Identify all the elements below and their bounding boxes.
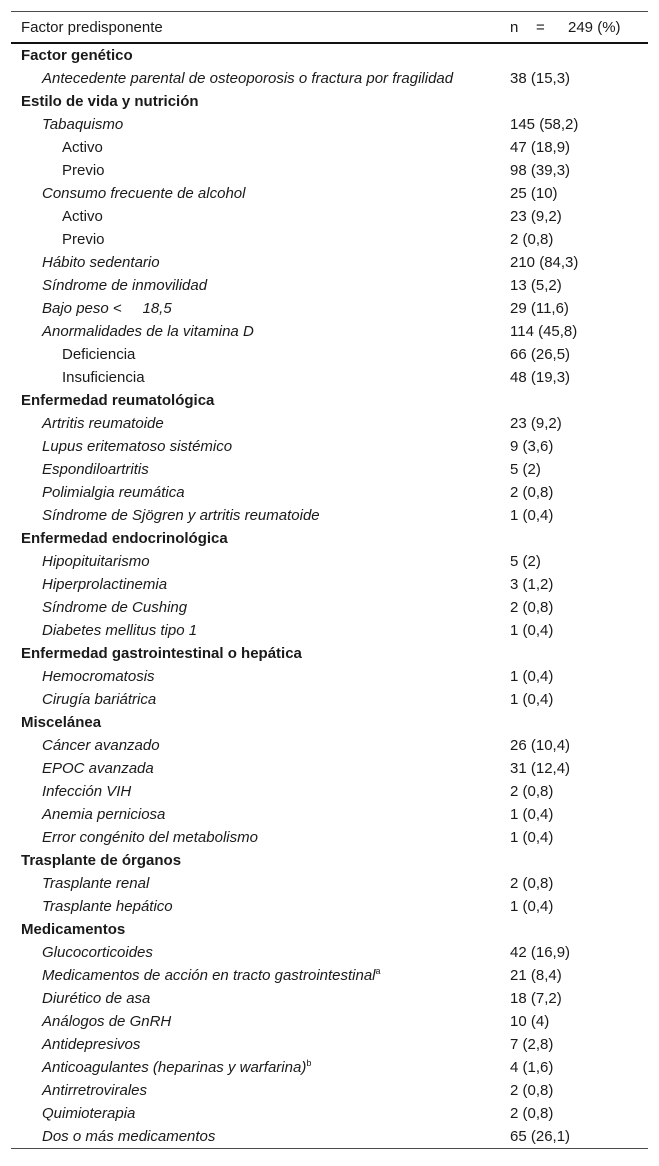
factor-cell: [11, 93, 510, 110]
factor-label: Lupus eritematoso sistémico: [42, 438, 233, 455]
factor-cell: [11, 806, 510, 823]
factor-label: Antirretrovirales: [42, 1082, 148, 1099]
factor-cell: [11, 254, 510, 271]
category-row: [11, 711, 648, 734]
factor-cell: [11, 691, 510, 708]
table-row: [11, 1010, 648, 1033]
table-row: [11, 67, 648, 90]
table-row: [11, 136, 648, 159]
table-row: [11, 619, 648, 642]
value-cell: 47 (18,9): [510, 139, 571, 156]
factor-label: Quimioterapia: [42, 1105, 136, 1122]
table-row: [11, 573, 648, 596]
factor-cell: [11, 185, 510, 202]
factor-label: Medicamentos de acción en tracto gastrointestinal: [42, 967, 376, 984]
factor-cell: [11, 1036, 510, 1053]
table-row: [11, 343, 648, 366]
factor-cell: [11, 760, 510, 777]
factor-cell: [11, 668, 510, 685]
factor-cell: [11, 231, 510, 248]
table-row: [11, 826, 648, 849]
table-row: [11, 803, 648, 826]
factor-cell: [11, 852, 510, 869]
category-row: [11, 918, 648, 941]
table-row: [11, 1056, 648, 1079]
value-cell: 25 (10): [510, 185, 558, 202]
factor-label: Antecedente parental de osteoporosis o fractura por fragilidad: [42, 70, 454, 87]
value-cell: 26 (10,4): [510, 737, 571, 754]
factor-cell: [11, 47, 510, 64]
factor-cell: [11, 415, 510, 432]
factor-cell: [11, 714, 510, 731]
category-row: [11, 44, 648, 67]
table-row: [11, 550, 648, 573]
table-row: [11, 412, 648, 435]
table-row: [11, 1125, 648, 1148]
value-cell: 98 (39,3): [510, 162, 571, 179]
footnote-marker: a: [375, 966, 381, 976]
value-cell: 2 (0,8): [510, 875, 554, 892]
value-cell: 1 (0,4): [510, 829, 554, 846]
factor-cell: [11, 576, 510, 593]
factor-cell: [11, 1082, 510, 1099]
factor-label: Hábito sedentario: [42, 254, 160, 271]
value-cell: 2 (0,8): [510, 1105, 554, 1122]
value-cell: 1 (0,4): [510, 507, 554, 524]
factor-label: Enfermedad reumatológica: [21, 392, 215, 409]
value-cell: 9 (3,6): [510, 438, 554, 455]
factor-cell: [11, 898, 510, 915]
factor-label: Síndrome de inmovilidad: [42, 277, 208, 294]
factor-label: Hiperprolactinemia: [42, 576, 168, 593]
category-row: [11, 642, 648, 665]
factor-cell: [11, 346, 510, 363]
header-eq: =: [536, 18, 545, 36]
value-cell: 2 (0,8): [510, 1082, 554, 1099]
value-cell: 38 (15,3): [510, 70, 571, 87]
factor-cell: [11, 921, 510, 938]
value-cell: 23 (9,2): [510, 415, 562, 432]
value-cell: 29 (11,6): [510, 300, 569, 317]
value-cell: 7 (2,8): [510, 1036, 554, 1053]
factor-cell: [11, 162, 510, 179]
table-row: [11, 366, 648, 389]
factor-cell: [11, 277, 510, 294]
value-cell: 2 (0,8): [510, 231, 554, 248]
value-cell: 23 (9,2): [510, 208, 562, 225]
factor-cell: [11, 461, 510, 478]
value-cell: 114 (45,8): [510, 323, 578, 340]
table-row: [11, 941, 648, 964]
factor-label: Trasplante renal: [42, 875, 150, 892]
factor-label: Medicamentos: [21, 921, 126, 938]
factor-cell: [11, 438, 510, 455]
factor-label: Enfermedad gastrointestinal o hepática: [21, 645, 302, 662]
value-cell: 18 (7,2): [510, 990, 562, 1007]
factor-label: Glucocorticoides: [42, 944, 153, 961]
header-n: [510, 19, 648, 36]
factor-label: Activo: [62, 208, 103, 225]
value-cell: 2 (0,8): [510, 484, 554, 501]
factor-cell: [11, 208, 510, 225]
factor-label: Polimialgia reumática: [42, 484, 185, 501]
value-cell: 1 (0,4): [510, 898, 554, 915]
factor-label: Anormalidades de la vitamina D: [42, 323, 254, 340]
table-header-row: [11, 12, 648, 42]
table-row: [11, 274, 648, 297]
table-row: [11, 458, 648, 481]
factor-cell: [11, 300, 510, 317]
category-row: [11, 90, 648, 113]
value-cell: 21 (8,4): [510, 967, 562, 984]
category-row: [11, 389, 648, 412]
value-cell: 1 (0,4): [510, 622, 554, 639]
table-row: [11, 734, 648, 757]
table-row: [11, 964, 648, 987]
table-row: [11, 113, 648, 136]
table-row: [11, 872, 648, 895]
factor-label: Insuficiencia: [62, 369, 145, 386]
factor-label: Estilo de vida y nutrición: [21, 93, 199, 110]
factor-label: Previo: [62, 162, 105, 179]
factor-cell: [11, 323, 510, 340]
factor-cell: [11, 116, 510, 133]
factor-label: Diabetes mellitus tipo 1: [42, 622, 198, 639]
factor-label: Hemocromatosis: [42, 668, 155, 685]
table-row: [11, 481, 648, 504]
factor-cell: [11, 783, 510, 800]
value-cell: 65 (26,1): [510, 1128, 571, 1145]
factor-cell: [11, 599, 510, 616]
value-cell: 5 (2): [510, 553, 541, 570]
factor-cell: [11, 737, 510, 754]
factor-cell: [11, 1013, 510, 1030]
table-row: [11, 320, 648, 343]
value-cell: 2 (0,8): [510, 599, 554, 616]
table-row: [11, 1033, 648, 1056]
factor-label: Enfermedad endocrinológica: [21, 530, 228, 547]
factor-label: Factor genético: [21, 47, 133, 64]
factor-label: Previo: [62, 231, 105, 248]
factor-label: Dos o más medicamentos: [42, 1128, 216, 1145]
factor-cell: [11, 530, 510, 547]
table-row: [11, 780, 648, 803]
factor-label: Deficiencia: [62, 346, 136, 363]
factor-cell: [11, 70, 510, 87]
value-cell: 1 (0,4): [510, 691, 554, 708]
factor-label: Activo: [62, 139, 103, 156]
factor-label: Análogos de GnRH: [42, 1013, 172, 1030]
table-row: [11, 159, 648, 182]
value-cell: 1 (0,4): [510, 668, 554, 685]
factor-cell: [11, 139, 510, 156]
factor-cell: [11, 392, 510, 409]
factor-label: Error congénito del metabolismo: [42, 829, 258, 846]
factor-cell: [11, 507, 510, 524]
factor-label: Anticoagulantes (heparinas y warfarina): [42, 1059, 307, 1076]
value-cell: 31 (12,4): [510, 760, 571, 777]
factor-cell: [11, 875, 510, 892]
table-row: [11, 688, 648, 711]
factor-cell: [11, 990, 510, 1007]
factor-label: Cáncer avanzado: [42, 737, 160, 754]
factor-label: Trasplante de órganos: [21, 852, 182, 869]
factor-label: Bajo peso < 18,5: [42, 300, 172, 317]
factor-label: Diurético de asa: [42, 990, 151, 1007]
table-row: [11, 182, 648, 205]
value-cell: 3 (1,2): [510, 576, 554, 593]
table-row: [11, 251, 648, 274]
table-row: [11, 297, 648, 320]
factor-label: Tabaquismo: [42, 116, 124, 133]
factor-cell: [11, 1105, 510, 1122]
table-row: [11, 895, 648, 918]
factor-label: Hipopituitarismo: [42, 553, 150, 570]
factor-cell: [11, 1059, 510, 1076]
factor-cell: [11, 829, 510, 846]
footnote-marker: b: [306, 1058, 312, 1068]
table-row: [11, 205, 648, 228]
factor-label: Miscelánea: [21, 714, 102, 731]
factor-cell: [11, 369, 510, 386]
table-row: [11, 1102, 648, 1125]
table-row: [11, 1079, 648, 1102]
value-cell: 4 (1,6): [510, 1059, 554, 1076]
table-bottom-rule: [11, 1148, 648, 1149]
predisposing-factors-table: [11, 11, 648, 1149]
factor-label: Síndrome de Sjögren y artritis reumatoide: [42, 507, 320, 524]
factor-label: Artritis reumatoide: [42, 415, 164, 432]
value-cell: 1 (0,4): [510, 806, 554, 823]
header-n-value: 249 (%): [568, 18, 621, 36]
factor-label: Antidepresivos: [42, 1036, 141, 1053]
factor-cell: [11, 484, 510, 501]
value-cell: 5 (2): [510, 461, 541, 478]
factor-label: Consumo frecuente de alcohol: [42, 185, 246, 202]
table-row: [11, 665, 648, 688]
factor-label: Cirugía bariátrica: [42, 691, 157, 708]
value-cell: 42 (16,9): [510, 944, 571, 961]
factor-label: Trasplante hepático: [42, 898, 173, 915]
value-cell: 210 (84,3): [510, 254, 579, 271]
table-row: [11, 228, 648, 251]
header-n-label: n: [510, 18, 519, 36]
value-cell: 2 (0,8): [510, 783, 554, 800]
category-row: [11, 849, 648, 872]
value-cell: 66 (26,5): [510, 346, 571, 363]
factor-label: Infección VIH: [42, 783, 132, 800]
factor-label: Síndrome de Cushing: [42, 599, 188, 616]
factor-cell: [11, 944, 510, 961]
table-row: [11, 757, 648, 780]
factor-label: Anemia perniciosa: [42, 806, 166, 823]
factor-cell: [11, 645, 510, 662]
value-cell: 48 (19,3): [510, 369, 571, 386]
table-row: [11, 596, 648, 619]
factor-cell: [11, 622, 510, 639]
factor-label: Espondiloartritis: [42, 461, 149, 478]
header-factor: Factor predisponente: [21, 18, 163, 36]
value-cell: 145 (58,2): [510, 116, 579, 133]
table-body: [11, 44, 648, 1148]
factor-label: EPOC avanzada: [42, 760, 154, 777]
factor-cell: [11, 1128, 510, 1145]
factor-cell: [11, 967, 510, 984]
value-cell: 10 (4): [510, 1013, 550, 1030]
category-row: [11, 527, 648, 550]
table-row: [11, 435, 648, 458]
table-row: [11, 987, 648, 1010]
value-cell: 13 (5,2): [510, 277, 562, 294]
table-row: [11, 504, 648, 527]
factor-cell: [11, 553, 510, 570]
